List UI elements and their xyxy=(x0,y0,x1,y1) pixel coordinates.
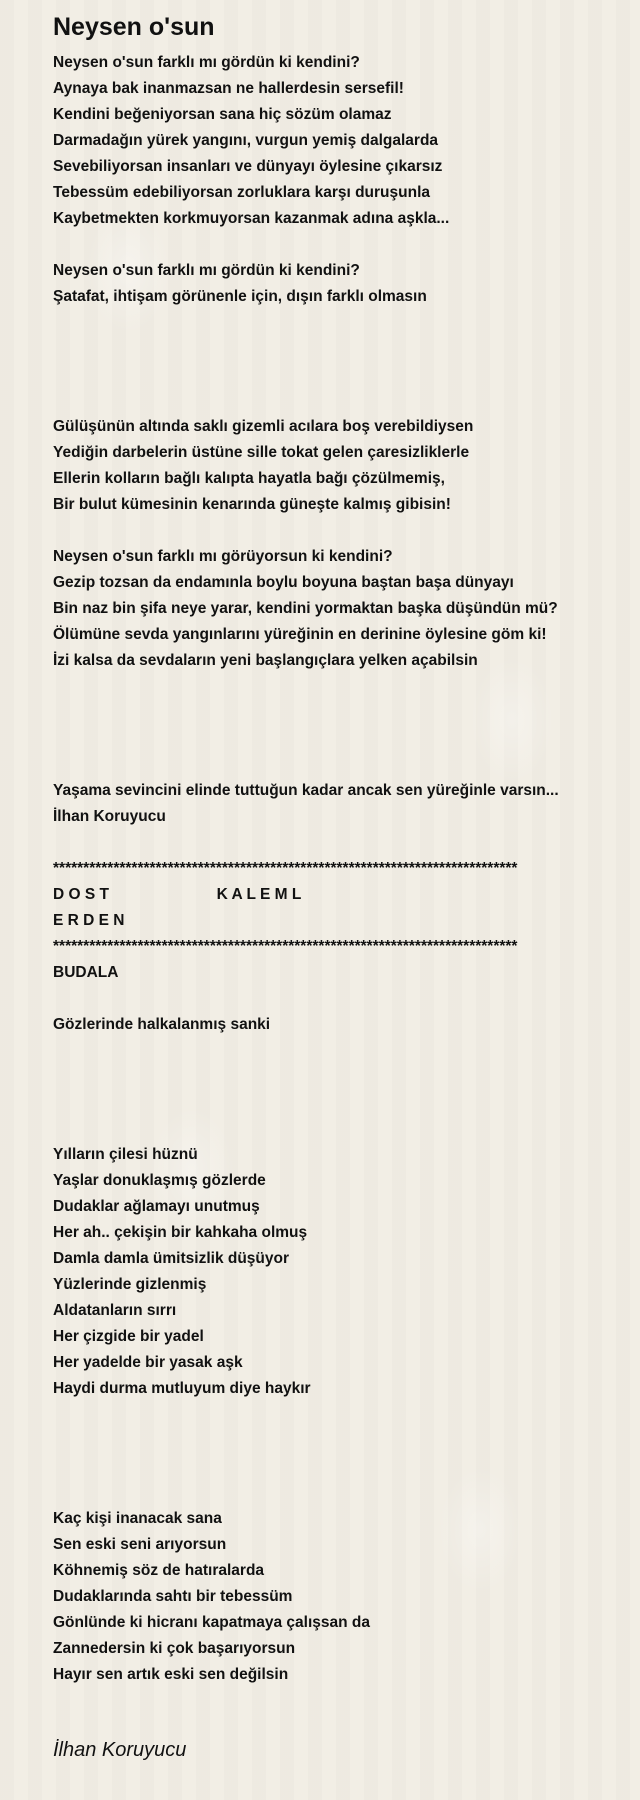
poem-line: Her çizgide bir yadel xyxy=(53,1328,204,1345)
poem-line: ***************************************************************************** xyxy=(53,860,518,877)
poem-line: Neysen o'sun farklı mı görüyorsun ki kendini? xyxy=(53,548,393,565)
poem-line: Her ah.. çekişin bir kahkaha olmuş xyxy=(53,1224,308,1241)
poem-line: Yediğin darbelerin üstüne sille tokat gelen çaresizliklerle xyxy=(53,444,470,461)
blank-line xyxy=(53,1090,633,1116)
poem-line: Damla damla ümitsizlik düşüyor xyxy=(53,1250,290,1267)
poem-line: E R D E N xyxy=(53,912,125,929)
poem-line: İzi kalsa da sevdaların yeni başlangıçlara yelken açabilsin xyxy=(53,652,478,669)
poem-line: Neysen o'sun farklı mı gördün ki kendini? xyxy=(53,262,360,279)
poem-body xyxy=(53,50,633,1688)
poem-line: Ölümüne sevda yangınlarını yüreğinin en derinine öylesine göm ki! xyxy=(53,626,547,643)
blank-line xyxy=(53,310,633,336)
poem-line: Yaşlar donuklaşmış gözlerde xyxy=(53,1172,266,1189)
poem-line: Haydi durma mutluyum diye haykır xyxy=(53,1380,311,1397)
poem-line: Bir bulut kümesinin kenarında güneşte kalmış gibisin! xyxy=(53,496,451,513)
poem-line: D O S T K A L E M L xyxy=(53,886,302,903)
blank-line xyxy=(53,518,633,544)
poem-line: Sevebiliyorsan insanları ve dünyayı öylesine çıkarsız xyxy=(53,158,443,175)
poem-line: Neysen o'sun farklı mı gördün ki kendini? xyxy=(53,54,360,71)
poem-line: Gezip tozsan da endamınla boylu boyuna baştan başa dünyayı xyxy=(53,574,514,591)
poem-line: Tebessüm edebiliyorsan zorluklara karşı duruşunla xyxy=(53,184,431,201)
blank-line xyxy=(53,1454,633,1480)
blank-line xyxy=(53,1402,633,1428)
poem-line: Kaybetmekten korkmuyorsan kazanmak adına aşkla... xyxy=(53,210,450,227)
poem-line: Aynaya bak inanmazsan ne hallerdesin sersefil! xyxy=(53,80,404,97)
blank-line xyxy=(53,1428,633,1454)
blank-line xyxy=(53,1116,633,1142)
blank-line xyxy=(53,362,633,388)
poem-line: ***************************************************************************** xyxy=(53,938,518,955)
blank-line xyxy=(53,1480,633,1506)
poem-line: Her yadelde bir yasak aşk xyxy=(53,1354,243,1371)
poem-line: Gülüşünün altında saklı gizemli acılara boş verebildiysen xyxy=(53,418,474,435)
blank-line xyxy=(53,336,633,362)
poem-line: Dudaklarında sahtı bir tebessüm xyxy=(53,1588,293,1605)
poem-line: Ellerin kolların bağlı kalıpta hayatla bağı çözülmemiş, xyxy=(53,470,445,487)
poem-line: Hayır sen artık eski sen değilsin xyxy=(53,1666,289,1683)
blank-line xyxy=(53,752,633,778)
poem-line: Yüzlerinde gizlenmiş xyxy=(53,1276,207,1293)
blank-line xyxy=(53,388,633,414)
poem-line: İlhan Koruyucu xyxy=(53,808,166,825)
blank-line xyxy=(53,830,633,856)
poem-line: Gönlünde ki hicranı kapatmaya çalışsan da xyxy=(53,1614,371,1631)
blank-line xyxy=(53,700,633,726)
poem-line: Zannedersin ki çok başarıyorsun xyxy=(53,1640,296,1657)
poem-line: Şatafat, ihtişam görünenle için, dışın farklı olmasın xyxy=(53,288,427,305)
poem-line: Sen eski seni arıyorsun xyxy=(53,1536,227,1553)
author-signature: İlhan Koruyucu xyxy=(53,1739,187,1761)
poem-line: Kendini beğeniyorsan sana hiç sözüm olamaz xyxy=(53,106,392,123)
blank-line xyxy=(53,674,633,700)
poem-line: Gözlerinde halkalanmış sanki xyxy=(53,1016,271,1033)
poem-line: Yaşama sevincini elinde tuttuğun kadar ancak sen yüreğinle varsın... xyxy=(53,782,559,799)
poem-title: Neysen o'sun xyxy=(53,13,215,41)
poem-line: Yılların çilesi hüznü xyxy=(53,1146,198,1163)
poem-line: Dudaklar ağlamayı unutmuş xyxy=(53,1198,260,1215)
blank-line xyxy=(53,726,633,752)
blank-line xyxy=(53,986,633,1012)
poem-line: Kaç kişi inanacak sana xyxy=(53,1510,222,1527)
poem-line: BUDALA xyxy=(53,964,119,981)
poem-line: Köhnemiş söz de hatıralarda xyxy=(53,1562,265,1579)
blank-line xyxy=(53,1038,633,1064)
blank-line xyxy=(53,232,633,258)
poem-line: Aldatanların sırrı xyxy=(53,1302,177,1319)
poem-line: Darmadağın yürek yangını, vurgun yemiş dalgalarda xyxy=(53,132,439,149)
blank-line xyxy=(53,1064,633,1090)
poem-line: Bin naz bin şifa neye yarar, kendini yormaktan başka düşündün mü? xyxy=(53,600,558,617)
